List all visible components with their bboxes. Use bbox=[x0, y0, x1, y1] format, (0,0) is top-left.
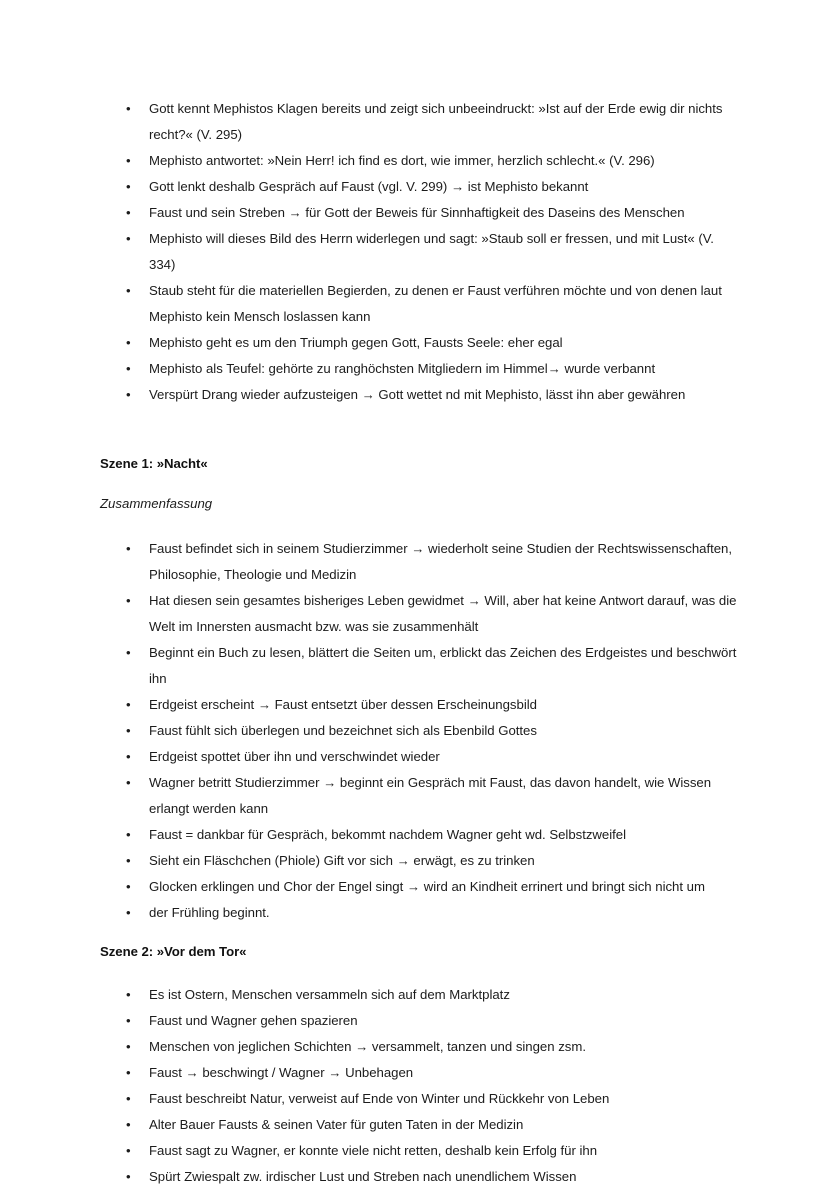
list-item: • Faust und Wagner gehen spazieren bbox=[100, 1008, 740, 1034]
bullet-list-szene-1 bbox=[100, 536, 740, 926]
section-szene-2 bbox=[100, 942, 740, 1190]
list-item: • Sieht ein Fläschchen (Phiole) Gift vor sich → erwägt, es zu trinken bbox=[100, 848, 740, 874]
list-item: • Faust befindet sich in seinem Studierzimmer → wiederholt seine Studien der Rechtswissenschaften, Philosophie, Theologie und Medizin bbox=[100, 536, 740, 588]
spacer bbox=[100, 408, 740, 454]
list-item: • Hat diesen sein gesamtes bisheriges Leben gewidmet → Will, aber hat keine Antwort darauf, was die Welt im Innersten ausmacht bzw. was sie zusammenhält bbox=[100, 588, 740, 640]
document-content bbox=[100, 96, 740, 1190]
list-item: • Faust sagt zu Wagner, er konnte viele nicht retten, deshalb kein Erfolg für ihn bbox=[100, 1138, 740, 1164]
spacer bbox=[100, 926, 740, 942]
section-prolog-continued bbox=[100, 96, 740, 408]
list-item: • Verspürt Drang wieder aufzusteigen → Gott wettet nd mit Mephisto, lässt ihn aber gewähren bbox=[100, 382, 740, 408]
list-item: • der Frühling beginnt. bbox=[100, 900, 740, 926]
list-item: • Mephisto will dieses Bild des Herrn widerlegen und sagt: »Staub soll er fressen, und mit Lust« (V. 334) bbox=[100, 226, 740, 278]
spacer bbox=[100, 962, 740, 982]
list-item: • Menschen von jeglichen Schichten → versammelt, tanzen und singen zsm. bbox=[100, 1034, 740, 1060]
list-item: • Mephisto antwortet: »Nein Herr! ich find es dort, wie immer, herzlich schlecht.« (V. 296) bbox=[100, 148, 740, 174]
list-item: • Gott kennt Mephistos Klagen bereits und zeigt sich unbeeindruckt: »Ist auf der Erde ewig dir nichts recht?« (V. 295) bbox=[100, 96, 740, 148]
list-item: • Faust beschreibt Natur, verweist auf Ende von Winter und Rückkehr von Leben bbox=[100, 1086, 740, 1112]
list-item: • Faust und sein Streben → für Gott der Beweis für Sinnhaftigkeit des Daseins des Menschen bbox=[100, 200, 740, 226]
list-item: • Erdgeist spottet über ihn und verschwindet wieder bbox=[100, 744, 740, 770]
subheading-zusammenfassung: Zusammenfassung bbox=[100, 496, 213, 511]
bullet-list-szene-2 bbox=[100, 982, 740, 1190]
list-item: • Faust → beschwingt / Wagner → Unbehagen bbox=[100, 1060, 740, 1086]
spacer bbox=[100, 514, 740, 536]
list-item: • Mephisto als Teufel: gehörte zu ranghöchsten Mitgliedern im Himmel→ wurde verbannt bbox=[100, 356, 740, 382]
list-item: • Mephisto geht es um den Triumph gegen Gott, Fausts Seele: eher egal bbox=[100, 330, 740, 356]
list-item: • Faust fühlt sich überlegen und bezeichnet sich als Ebenbild Gottes bbox=[100, 718, 740, 744]
list-item: • Staub steht für die materiellen Begierden, zu denen er Faust verführen möchte und von denen laut Mephisto kein Mensch loslassen kann bbox=[100, 278, 740, 330]
list-item: • Glocken erklingen und Chor der Engel singt → wird an Kindheit errinert und bringt sich nicht um bbox=[100, 874, 740, 900]
section-szene-1 bbox=[100, 454, 740, 926]
section-heading-szene-2: Szene 2: »Vor dem Tor« bbox=[100, 944, 247, 959]
list-item: • Gott lenkt deshalb Gespräch auf Faust (vgl. V. 299) → ist Mephisto bekannt bbox=[100, 174, 740, 200]
list-item: • Erdgeist erscheint → Faust entsetzt über dessen Erscheinungsbild bbox=[100, 692, 740, 718]
list-item: • Beginnt ein Buch zu lesen, blättert die Seiten um, erblickt das Zeichen des Erdgeistes und beschwört ihn bbox=[100, 640, 740, 692]
list-item: • Faust = dankbar für Gespräch, bekommt nachdem Wagner geht wd. Selbstzweifel bbox=[100, 822, 740, 848]
list-item: • Es ist Ostern, Menschen versammeln sich auf dem Marktplatz bbox=[100, 982, 740, 1008]
list-item: • Wagner betritt Studierzimmer → beginnt ein Gespräch mit Faust, das davon handelt, wie Wissen erlangt werden kann bbox=[100, 770, 740, 822]
section-heading-szene-1: Szene 1: »Nacht« bbox=[100, 456, 208, 471]
list-item: • Spürt Zwiespalt zw. irdischer Lust und Streben nach unendlichem Wissen bbox=[100, 1164, 740, 1190]
bullet-list-prolog bbox=[100, 96, 740, 408]
list-item: • Alter Bauer Fausts & seinen Vater für guten Taten in der Medizin bbox=[100, 1112, 740, 1138]
spacer bbox=[100, 474, 740, 494]
